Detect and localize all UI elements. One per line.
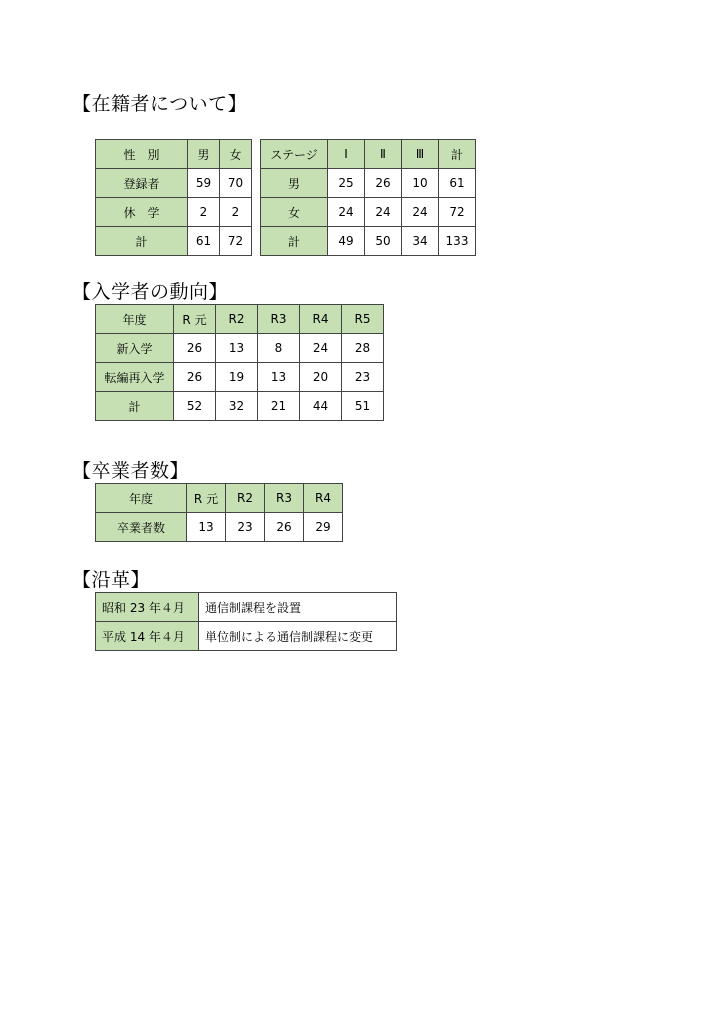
enrollment-heading: 【在籍者について】 [72,93,248,115]
history-table [95,592,397,651]
table-cell: 61 [439,169,476,198]
stage-table [260,139,476,256]
history-event: 通信制課程を設置 [199,593,397,622]
admissions-heading: 【入学者の動向】 [72,281,229,303]
table-header-cell: R5 [342,305,384,334]
table-cell: 72 [439,198,476,227]
table-cell: 50 [365,227,402,256]
row-label: 登録者 [96,169,188,198]
table-cell: 8 [258,334,300,363]
table-cell: 26 [365,169,402,198]
table-header-row [96,484,343,513]
table-row [96,227,252,256]
graduates-heading: 【卒業者数】 [72,460,190,482]
table-row [96,334,384,363]
table-header-cell: 性 別 [96,140,188,169]
table-cell: 61 [188,227,220,256]
history-date: 昭和 23 年４月 [96,593,199,622]
table-cell: 26 [174,334,216,363]
table-cell: 13 [258,363,300,392]
row-label: 計 [96,392,174,421]
table-header-cell: R3 [258,305,300,334]
table-cell: 21 [258,392,300,421]
table-row [261,227,476,256]
table-cell: 24 [328,198,365,227]
table-header-row [96,305,384,334]
table-cell: 34 [402,227,439,256]
graduates-table [95,483,343,542]
table-header-cell: Ⅲ [402,140,439,169]
table-header-cell: Ⅱ [365,140,402,169]
table-row [96,363,384,392]
table-row [96,593,397,622]
row-label: 計 [96,227,188,256]
table-cell: 49 [328,227,365,256]
row-label: 新入学 [96,334,174,363]
table-cell: 72 [220,227,252,256]
history-heading: 【沿革】 [72,569,151,591]
table-cell: 29 [304,513,343,542]
table-header-cell: R4 [300,305,342,334]
table-header-cell: R 元 [187,484,226,513]
table-header-row [96,140,252,169]
table-cell: 13 [216,334,258,363]
table-header-cell: R4 [304,484,343,513]
table-header-cell: R2 [226,484,265,513]
table-cell: 51 [342,392,384,421]
table-row [96,392,384,421]
table-row [96,622,397,651]
table-header-cell: R 元 [174,305,216,334]
history-event: 単位制による通信制課程に変更 [199,622,397,651]
row-label: 女 [261,198,328,227]
table-row [261,169,476,198]
table-header-cell: 計 [439,140,476,169]
table-header-cell: 年度 [96,305,174,334]
gender-table [95,139,252,256]
table-cell: 24 [402,198,439,227]
table-cell: 59 [188,169,220,198]
table-cell: 10 [402,169,439,198]
table-cell: 133 [439,227,476,256]
table-cell: 23 [342,363,384,392]
table-header-cell: 女 [220,140,252,169]
table-header-row [261,140,476,169]
table-cell: 70 [220,169,252,198]
row-label: 休 学 [96,198,188,227]
table-cell: 24 [365,198,402,227]
table-row [96,513,343,542]
table-header-cell: 男 [188,140,220,169]
table-header-cell: 年度 [96,484,187,513]
table-cell: 28 [342,334,384,363]
row-label: 男 [261,169,328,198]
table-cell: 32 [216,392,258,421]
table-cell: 2 [220,198,252,227]
table-cell: 20 [300,363,342,392]
table-header-cell: ステージ [261,140,328,169]
table-cell: 26 [174,363,216,392]
admissions-table [95,304,384,421]
table-cell: 13 [187,513,226,542]
table-cell: 25 [328,169,365,198]
table-cell: 24 [300,334,342,363]
table-cell: 19 [216,363,258,392]
history-date: 平成 14 年４月 [96,622,199,651]
table-row [96,169,252,198]
table-cell: 52 [174,392,216,421]
table-header-cell: Ⅰ [328,140,365,169]
row-label: 転編再入学 [96,363,174,392]
row-label: 卒業者数 [96,513,187,542]
row-label: 計 [261,227,328,256]
table-cell: 2 [188,198,220,227]
table-cell: 26 [265,513,304,542]
table-cell: 23 [226,513,265,542]
table-header-cell: R2 [216,305,258,334]
table-row [261,198,476,227]
table-cell: 44 [300,392,342,421]
table-header-cell: R3 [265,484,304,513]
table-row [96,198,252,227]
